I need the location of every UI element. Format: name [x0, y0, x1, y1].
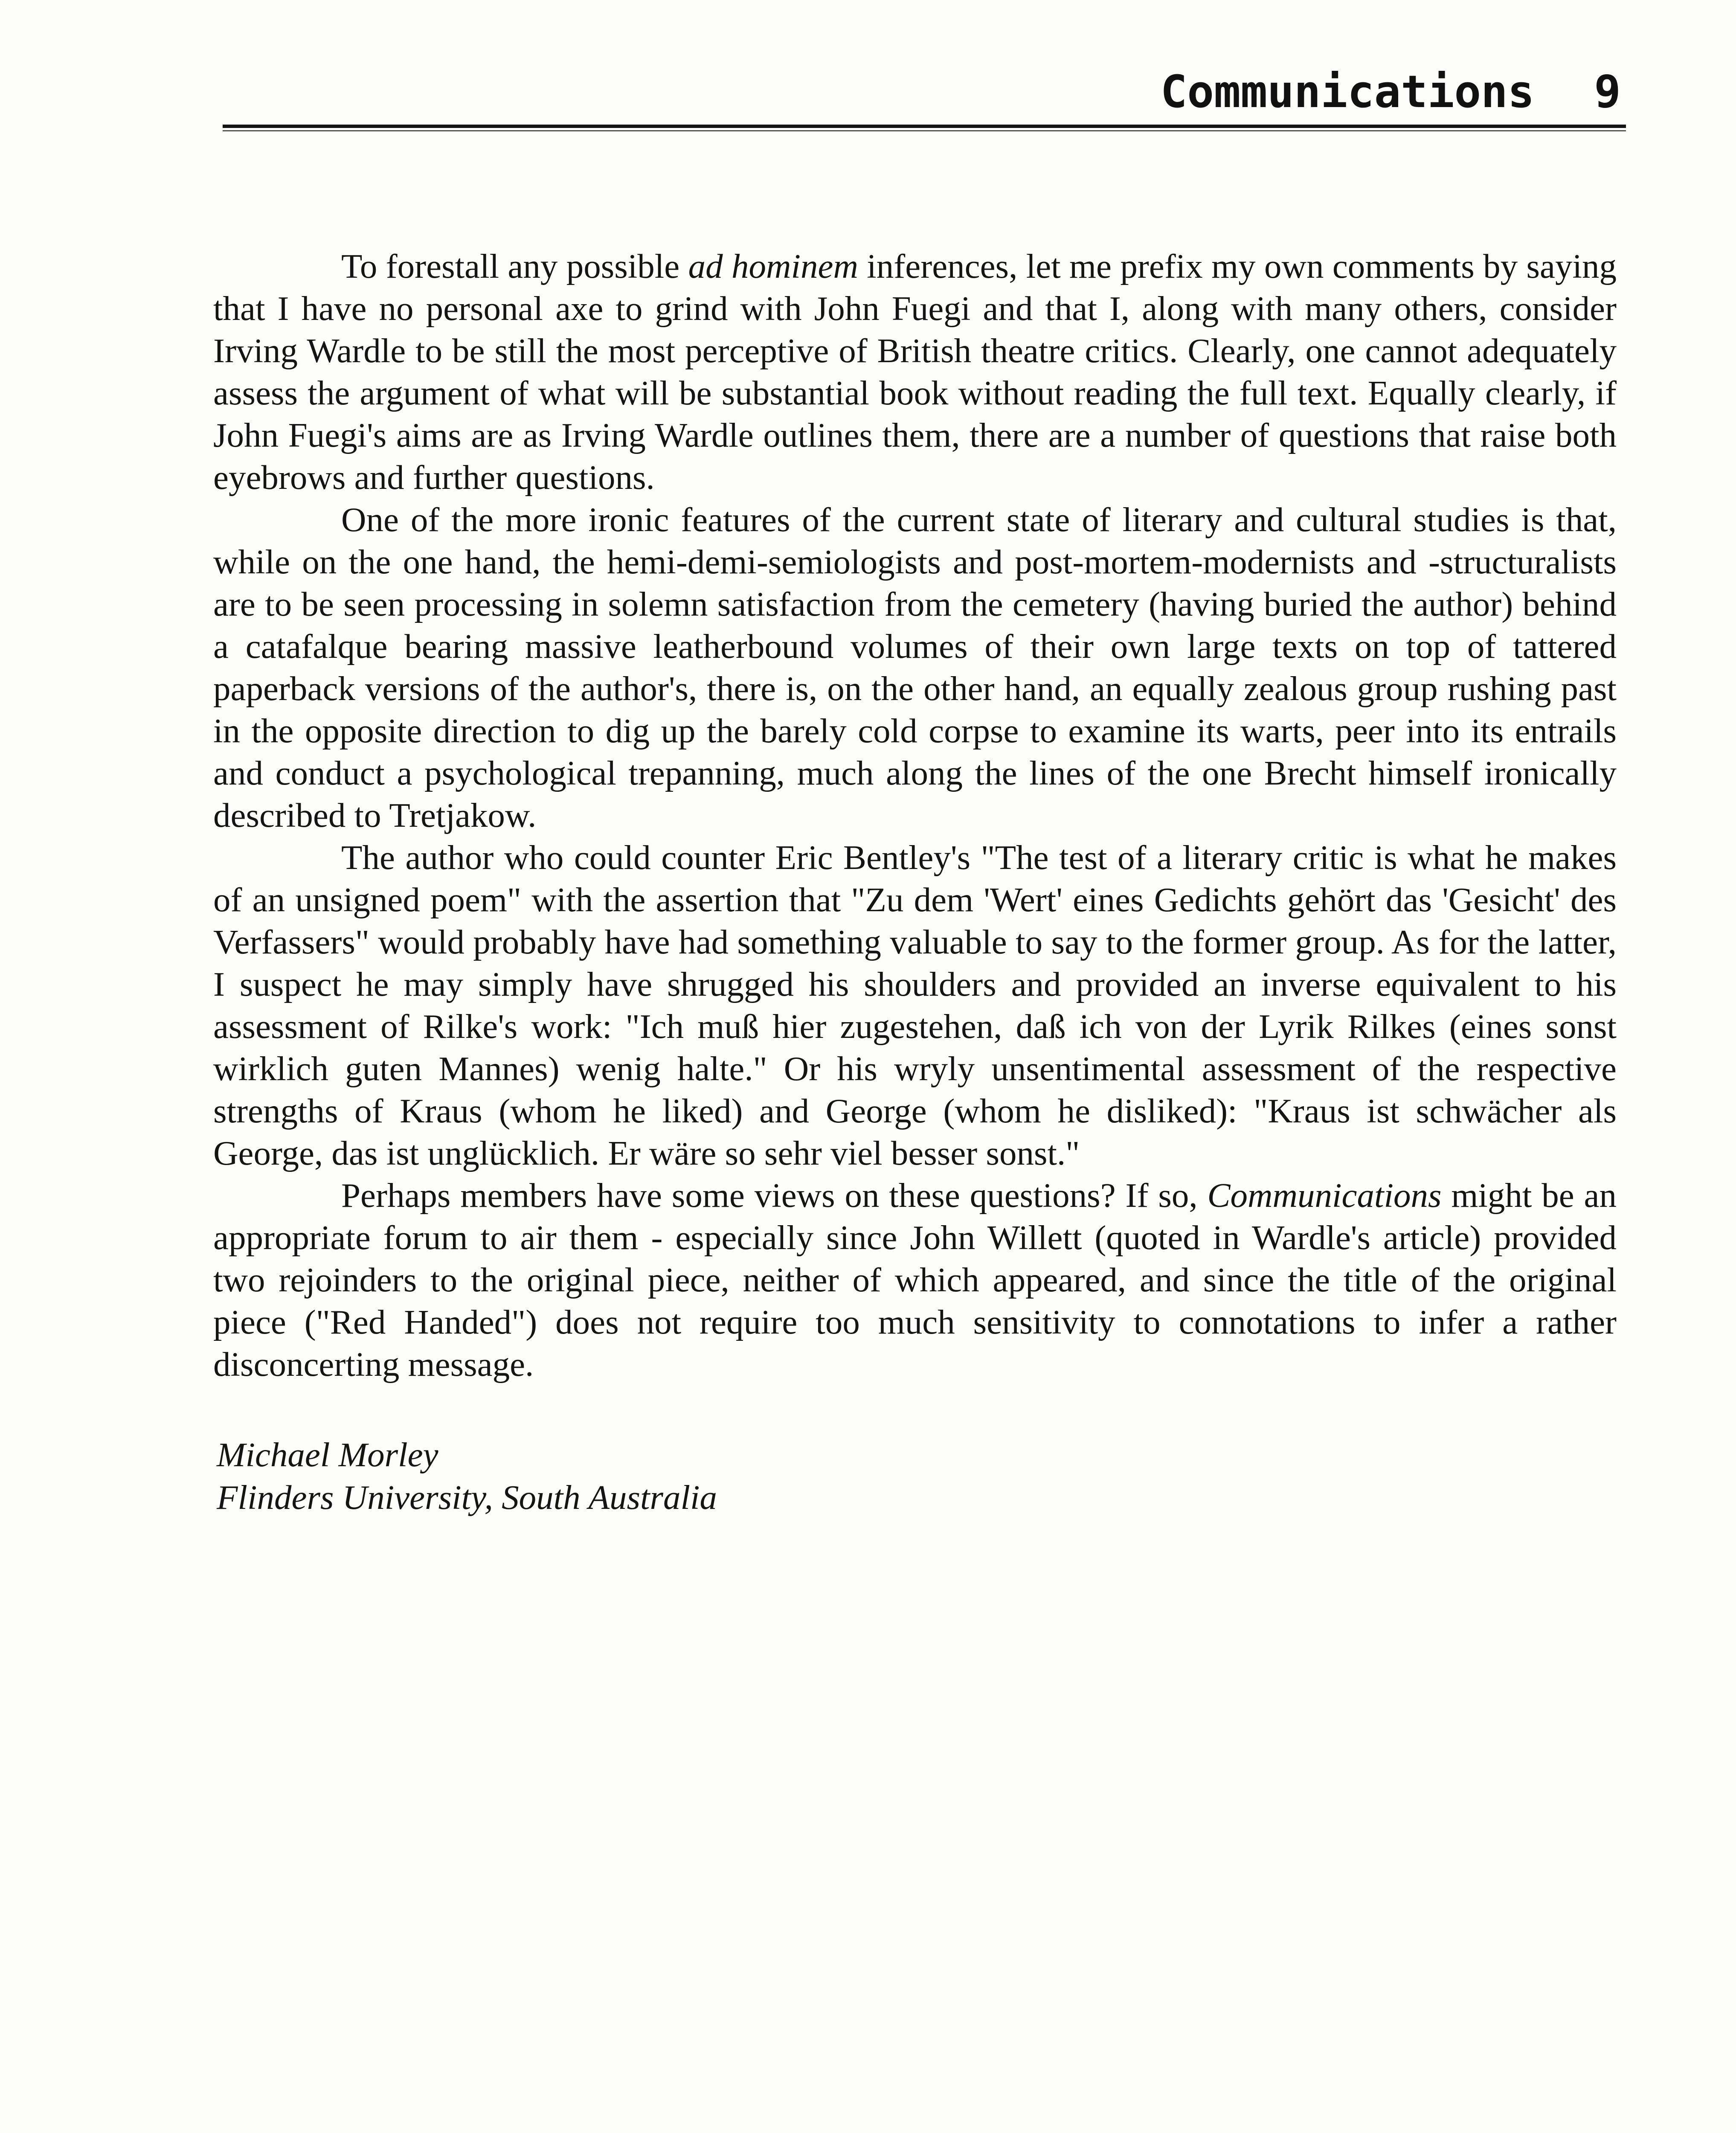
paragraph-3: The author who could counter Eric Bentley's "The test of a literary critic is what he makes of an unsigned poem" with the assertion that "Zu dem 'Wert' eines Gedichts gehört das 'Gesicht' des Verfassers" would probably have had something valuable to say to the former group. As for the latter, I suspect he may simply have shrugged his shoulders and provided an inverse equivalent to his assessment of Rilke's work: "Ich muß hier zugestehen, daß ich von der Lyrik Rilkes (eines sonst wirklich guten Mannes) wenig halte." Or his wryly unsentimental assessment of the respective strengths of Kraus (whom he liked) and George (whom he disliked): "Kraus ist schwächer als George, das ist unglücklich. Er wäre so sehr viel besser sonst.": [213, 838, 1617, 1172]
running-header: [0, 64, 1621, 119]
author-name: Michael Morley: [217, 1436, 438, 1474]
article-body: [213, 245, 1617, 1386]
header-rule-thin: [223, 130, 1626, 131]
paragraph-2: One of the more ironic features of the current state of literary and cultural studies is that, while on the one hand, the hemi-demi-semiologists and post-mortem-modernists and -structuralists are to be seen processing in solemn satisfaction from the cemetery (having buried the author) behind a catafalque bearing massive leatherbound volumes of their own large texts on top of tattered paperback versions of the author's, there is, on the other hand, an equally zealous group rushing past in the opposite direction to dig up the barely cold corpse to examine its warts, peer into its entrails and conduct a psychological trepanning, much along the lines of the one Brecht himself ironically described to Tretjakow.: [213, 500, 1617, 834]
italic-phrase: ad hominem: [688, 247, 858, 285]
page-number: 9: [1594, 66, 1621, 118]
italic-journal-name: Communications: [1207, 1176, 1442, 1215]
header-rule: [223, 125, 1626, 128]
paragraph-4: Perhaps members have some views on these questions? If so, Communications might be an appropriate forum to air them - especially since John Willett (quoted in Wardle's article) provided two rejoinders to the original piece, neither of which appeared, and since the title of the original piece ("Red Handed") does not require too much sensitivity to connotations to infer a rather disconcerting message.: [213, 1176, 1617, 1383]
journal-title: Communications: [1160, 66, 1535, 118]
paragraph-1: To forestall any possible ad hominem inferences, let me prefix my own comments by saying that I have no personal axe to grind with John Fuegi and that I, along with many others, consider Irving Wardle to be still the most perceptive of British theatre critics. Clearly, one cannot adequately assess the argument of what will be substantial book without reading the full text. Equally clearly, if John Fuegi's aims are as Irving Wardle outlines them, there are a number of questions that raise both eyebrows and further questions.: [213, 247, 1617, 497]
author-affiliation: Flinders University, South Australia: [217, 1478, 717, 1517]
author-signature: [217, 1433, 717, 1519]
